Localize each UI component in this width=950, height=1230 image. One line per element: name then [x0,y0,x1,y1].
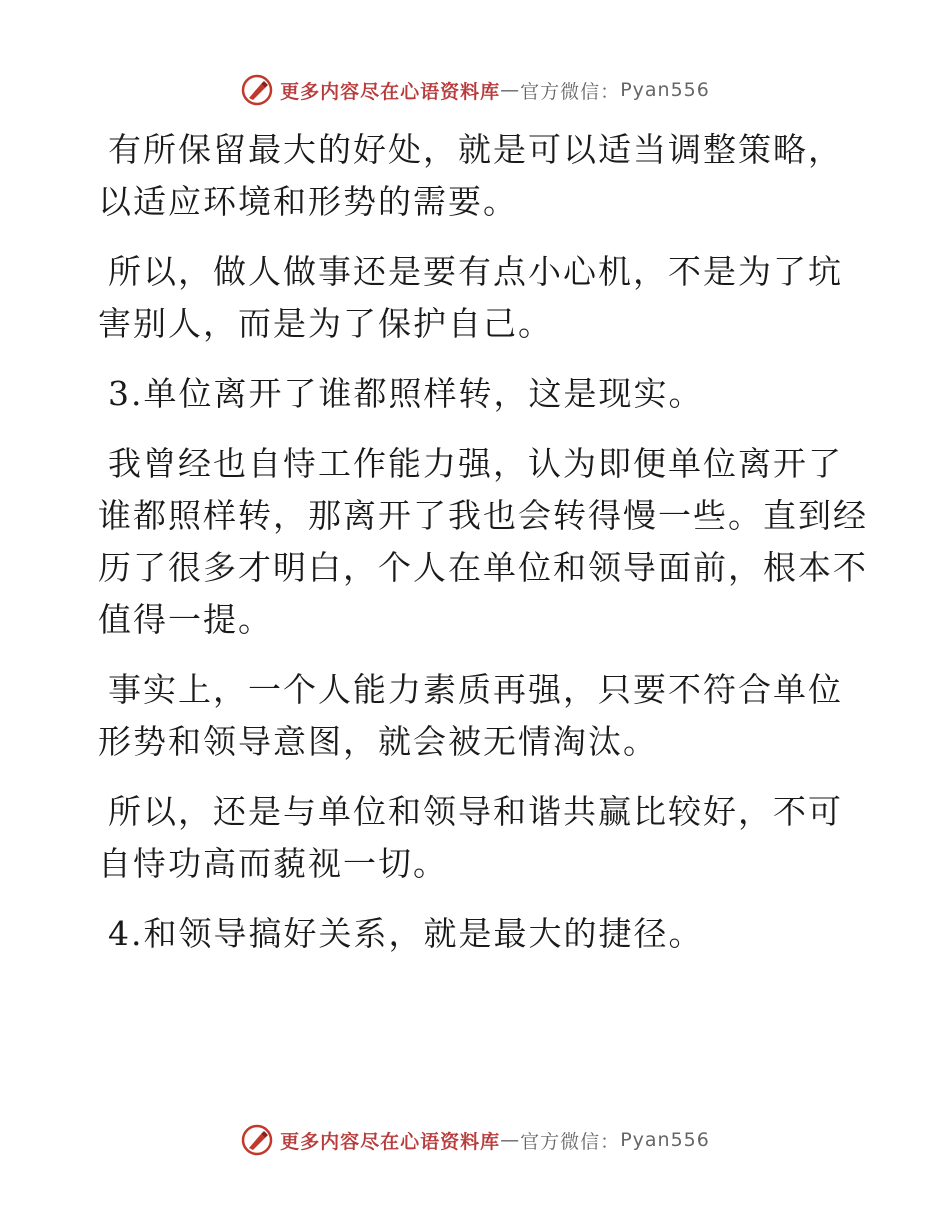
text-line: 3.单位离开了谁都照样转，这是现实。 [108,374,704,413]
text-line: 自恃功高而藐视一切。 [98,844,448,883]
text-line: 值得一提。 [98,600,273,639]
section-heading [98,368,868,420]
pen-logo-icon [240,73,274,107]
text-line: 我曾经也自恃工作能力强，认为即便单位离开了 [108,444,843,483]
text-line: 所以，做人做事还是要有点小心机，不是为了坑 [108,252,843,291]
text-line: 害别人，而是为了保护自己。 [98,304,553,343]
header-banner [0,70,950,110]
document-body [98,124,868,978]
banner-wechat-id: Pyan556 [620,79,710,101]
paragraph [98,664,868,768]
footer-banner [0,1120,950,1160]
banner-label: 官方微信： [520,80,621,103]
banner-dash: — [500,1129,521,1151]
text-line: 4.和领导搞好关系，就是最大的捷径。 [108,914,704,953]
paragraph [98,246,868,350]
section-heading [98,908,868,960]
text-line: 事实上，一个人能力素质再强，只要不符合单位 [108,670,843,709]
paragraph [98,438,868,646]
text-line: 所以，还是与单位和领导和谐共赢比较好，不可 [108,792,843,831]
banner-label: 官方微信： [520,1130,621,1153]
banner-main-text: 更多内容尽在心语资料库 [280,1130,501,1153]
paragraph [98,124,868,228]
pen-logo-icon [240,1123,274,1157]
text-line: 形势和领导意图，就会被无情淘汰。 [98,722,658,761]
text-line: 历了很多才明白，个人在单位和领导面前，根本不 [98,548,868,587]
banner-main-text: 更多内容尽在心语资料库 [280,80,501,103]
text-line: 有所保留最大的好处，就是可以适当调整策略， [108,130,843,169]
text-line: 谁都照样转，那离开了我也会转得慢一些。直到经 [98,496,868,535]
banner-wechat-id: Pyan556 [620,1129,710,1151]
text-line: 以适应环境和形势的需要。 [98,182,518,221]
banner-dash: — [500,79,521,101]
paragraph [98,786,868,890]
